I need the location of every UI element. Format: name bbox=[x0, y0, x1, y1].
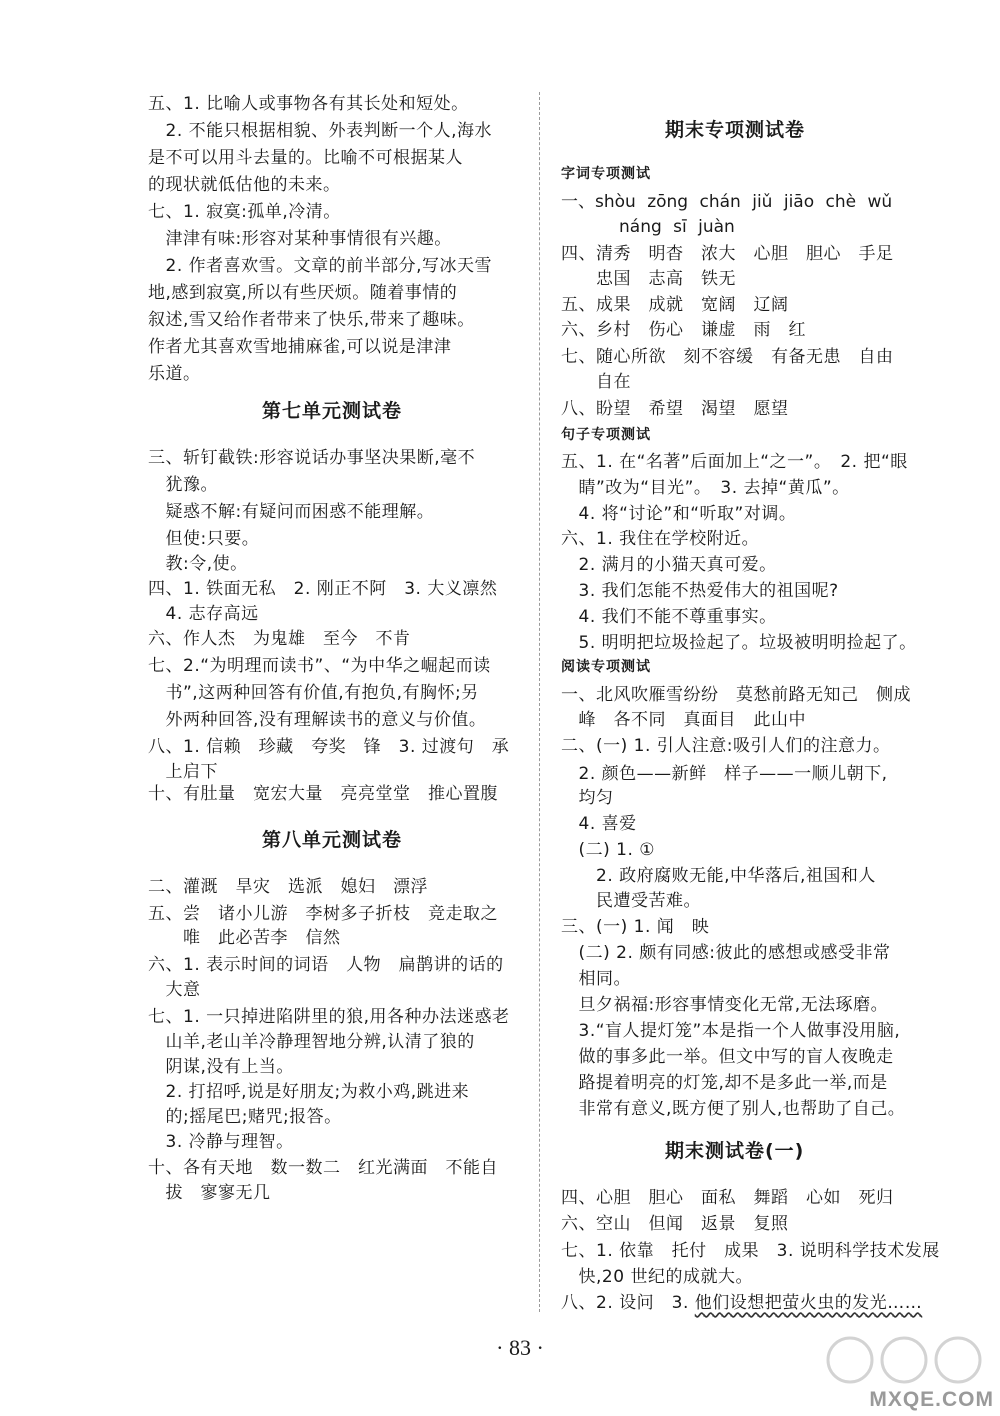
answer-line: 2. 不能只根据相貌、外表判断一个人,海水 bbox=[148, 121, 493, 141]
answer-line: 四、心胆 胆心 面私 舞蹈 心如 死归 bbox=[561, 1188, 894, 1208]
pinyin-line: náng sī juàn bbox=[619, 217, 735, 237]
answer-line: 书”,这两种回答有价值,有抱负,有胸怀;另 bbox=[148, 683, 479, 703]
answer-line: 七、1. 寂寞:孤单,冷清。 bbox=[148, 202, 341, 222]
answer-line: 六、作人杰 为鬼雄 至今 不肯 bbox=[148, 629, 411, 649]
answer-line: 七、随心所欲 刻不容缓 有备无患 自由 bbox=[561, 347, 894, 367]
answer-line: 二、(一) 1. 引人注意:吸引人们的注意力。 bbox=[561, 736, 891, 756]
answer-line: 做的事多此一举。但文中写的盲人夜晚走 bbox=[561, 1047, 894, 1067]
answer-line: 一、北风吹雁雪纷纷 莫愁前路无知己 侧成 bbox=[561, 685, 911, 705]
answer-line: 均匀 bbox=[561, 788, 614, 808]
answer-line: 但使:只要。 bbox=[148, 529, 260, 549]
section-heading-unit8: 第八单元测试卷 bbox=[262, 829, 403, 851]
answer-line: 六、乡村 伤心 谦虚 雨 红 bbox=[561, 320, 806, 340]
pinyin-line: 一、shòu zōng chán jiǔ jiāo chè wǔ bbox=[561, 192, 893, 212]
answer-line: 2. 颜色——新鲜 样子——一顺儿朝下, bbox=[561, 764, 888, 784]
answer-line: 七、1. 一只掉进陷阱里的狼,用各种办法迷惑老 bbox=[148, 1007, 510, 1027]
answer-line: 教:令,使。 bbox=[148, 554, 248, 574]
answer-line: 六、1. 我住在学校附近。 bbox=[561, 529, 760, 549]
answer-line: 2. 政府腐败无能,中华落后,祖国和人 bbox=[561, 866, 876, 886]
answer-line: 七、2.“为明理而读书”、“为中华之崛起而读 bbox=[148, 656, 491, 676]
answer-line: 五、尝 诸小儿游 李树多子折枝 竞走取之 bbox=[148, 904, 498, 924]
answer-line: 唯 此必苦李 信然 bbox=[148, 928, 341, 948]
answer-line: 拔 寥寥无几 bbox=[148, 1183, 271, 1203]
answer-line: (二) 2. 颇有同感:彼此的感想或感受非常 bbox=[561, 943, 891, 963]
answer-line: 二、灌溉 旱灾 选派 媳妇 漂浮 bbox=[148, 877, 428, 897]
answer-line: 犹豫。 bbox=[148, 475, 218, 495]
answer-line: 3. 我们怎能不热爱伟大的祖国呢? bbox=[561, 581, 839, 601]
answer-line: 叙述,雪又给作者带来了快乐,带来了趣味。 bbox=[148, 310, 475, 330]
answer-line: 地,感到寂寞,所以有些厌烦。随着事情的 bbox=[148, 283, 458, 303]
answer-line-plain: 八、2. 设问 3. bbox=[561, 1293, 695, 1313]
answer-line: 十、有肚量 宽宏大量 亮亮堂堂 推心置腹 bbox=[148, 784, 498, 804]
subheading-sentences: 句子专项测试 bbox=[561, 427, 651, 443]
answer-line: 五、成果 成就 宽阔 辽阔 bbox=[561, 295, 789, 315]
answer-line: 疑惑不解:有疑问而困惑不能理解。 bbox=[148, 502, 435, 522]
answer-line: 四、清秀 明杳 浓大 心胆 胆心 手足 bbox=[561, 244, 894, 264]
answer-line: 作者尤其喜欢雪地捕麻雀,可以说是津津 bbox=[148, 337, 452, 357]
answer-line: 三、(一) 1. 闻 映 bbox=[561, 917, 710, 937]
answer-line: (二) 1. ① bbox=[561, 840, 656, 860]
answer-line: 七、1. 依靠 托付 成果 3. 说明科学技术发展 bbox=[561, 1241, 940, 1261]
answer-line: 是不可以用斗去量的。比喻不可根据某人 bbox=[148, 148, 463, 168]
answer-line: 六、空山 但闻 返景 复照 bbox=[561, 1214, 789, 1234]
answer-line: 四、1. 铁面无私 2. 刚正不阿 3. 大义凛然 bbox=[148, 579, 498, 599]
answer-line: 相同。 bbox=[561, 969, 631, 989]
answer-line: 3.“盲人提灯笼”本是指一个人做事没用脑, bbox=[561, 1021, 901, 1041]
answer-line: 大意 bbox=[148, 980, 201, 1000]
answer-line: 4. 我们不能不尊重事实。 bbox=[561, 607, 777, 627]
answer-line: 外两种回答,没有理解读书的意义与价值。 bbox=[148, 710, 487, 730]
answer-line: 五、1. 比喻人或事物各有其长处和短处。 bbox=[148, 94, 469, 114]
answer-line: 津津有味:形容对某种事情很有兴趣。 bbox=[148, 229, 452, 249]
wavy-underlined-answer: 他们设想把萤火虫的发光…… bbox=[694, 1293, 923, 1313]
answer-line: 4. 志存高远 bbox=[148, 604, 259, 624]
answer-line: 十、各有天地 数一数二 红光满面 不能自 bbox=[148, 1158, 498, 1178]
answer-line: 睛”改为“目光”。 3. 去掉“黄瓜”。 bbox=[561, 478, 850, 498]
answer-line: 5. 明明把垃圾捡起了。垃圾被明明捡起了。 bbox=[561, 633, 917, 653]
answer-line: 八、1. 信赖 珍藏 夸奖 锋 3. 过渡句 承 bbox=[148, 737, 510, 757]
answer-line: 阴谋,没有上当。 bbox=[148, 1057, 294, 1077]
answer-line: 山羊,老山羊冷静理智地分辨,认清了狼的 bbox=[148, 1032, 475, 1052]
column-divider bbox=[539, 92, 540, 1312]
section-heading-unit7: 第七单元测试卷 bbox=[262, 400, 403, 422]
answer-line: 三、斩钉截铁:形容说话办事坚决果断,毫不 bbox=[148, 448, 476, 468]
answer-line: 八、盼望 希望 渴望 愿望 bbox=[561, 399, 789, 419]
answer-line: 快,20 世纪的成就大。 bbox=[561, 1267, 753, 1287]
answer-line: 2. 作者喜欢雪。文章的前半部分,写冰天雪 bbox=[148, 256, 493, 276]
subheading-reading: 阅读专项测试 bbox=[561, 659, 651, 675]
subheading-words: 字词专项测试 bbox=[561, 166, 651, 182]
answer-line: 六、1. 表示时间的词语 人物 扁鹊讲的话的 bbox=[148, 955, 504, 975]
answer-line: 2. 满月的小猫天真可爱。 bbox=[561, 555, 777, 575]
answer-line: 自在 bbox=[561, 372, 631, 392]
answer-line: 4. 喜爱 bbox=[561, 814, 637, 834]
answer-line: 的;摇尾巴;赌咒;报答。 bbox=[148, 1107, 342, 1127]
page-number: · 83 · bbox=[496, 1335, 544, 1360]
answer-line: 民遭受苦难。 bbox=[561, 891, 701, 911]
answer-line: 3. 冷静与理智。 bbox=[148, 1132, 294, 1152]
answer-line: 上启下 bbox=[148, 762, 218, 782]
answer-line: 五、1. 在“名著”后面加上“之一”。 2. 把“眼 bbox=[561, 452, 908, 472]
answer-line bbox=[561, 1291, 922, 1315]
section-heading-final-special: 期末专项测试卷 bbox=[665, 119, 806, 141]
answer-line: 峰 各不同 真面目 此山中 bbox=[561, 710, 806, 730]
answer-line: 4. 将“讨论”和“听取”对调。 bbox=[561, 504, 797, 524]
answer-line: 非常有意义,既方便了别人,也帮助了自己。 bbox=[561, 1099, 906, 1119]
answer-line: 的现状就低估他的未来。 bbox=[148, 175, 341, 195]
watermark-text: MXQE.COM bbox=[869, 1388, 994, 1411]
answer-line: 2. 打招呼,说是好朋友;为救小鸡,跳进来 bbox=[148, 1082, 470, 1102]
answer-line: 忠国 志高 铁无 bbox=[561, 269, 736, 289]
section-heading-final-1: 期末测试卷(一) bbox=[665, 1140, 805, 1162]
answer-line: 旦夕祸福:形容事情变化无常,无法琢磨。 bbox=[561, 995, 889, 1015]
answer-line: 路提着明亮的灯笼,却不是多此一举,而是 bbox=[561, 1073, 888, 1093]
answer-line: 乐道。 bbox=[148, 364, 201, 384]
